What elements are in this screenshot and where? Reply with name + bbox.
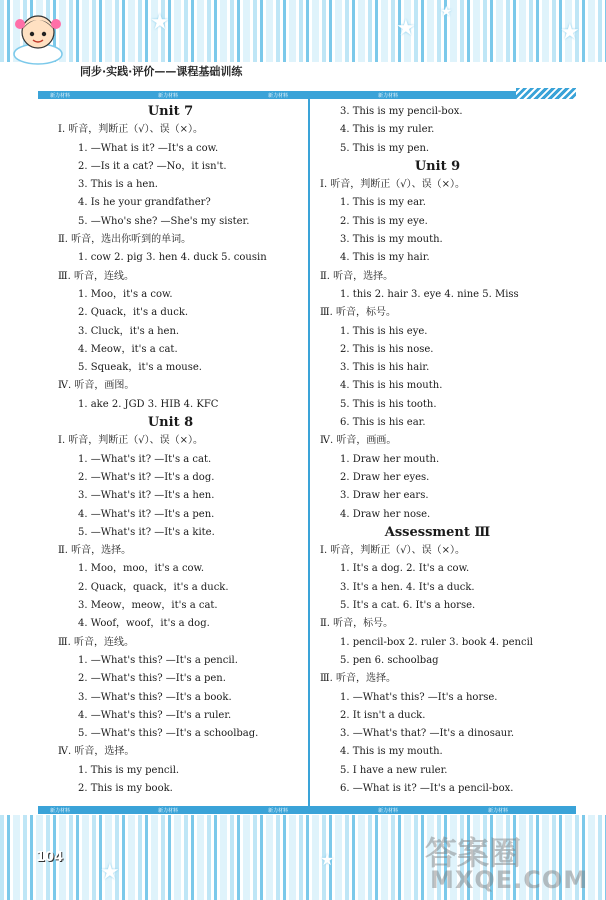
answer-line: 4. This is his mouth. [340,380,443,392]
answer-line: 4. This is my ruler. [340,124,435,136]
answer-line: 5. This is my pen. [340,142,430,154]
section-instruction: Ⅳ. 听音，选择。 [58,746,135,758]
answer-line: 1. This is my pencil. [78,764,180,776]
unit-heading: Assessment Ⅲ [384,524,491,540]
answer-line: 5. It's a cat. 6. It's a horse. [340,600,476,612]
section-instruction: Ⅱ. 听音，标号。 [320,618,394,630]
answer-line: 3. This is a hen. [78,179,158,191]
answer-line: 2. —Is it a cat? —No，it isn't. [78,160,227,172]
answer-line: 4. Meow，it's a cat. [78,343,178,355]
answer-line: 1. Moo，it's a cow. [78,288,173,300]
answer-line: 4. This is my mouth. [340,746,443,758]
answer-line: 1. —What's it? —It's a cat. [78,453,212,465]
unit-heading: Unit 9 [414,158,461,174]
section-instruction: Ⅰ. 听音，判断正（√）、误（×）。 [58,435,204,447]
page-header-title: 同步·实践·评价——课程基础训练 [80,65,243,78]
answer-line: 1. pencil-box 2. ruler 3. book 4. pencil [340,636,533,648]
answer-line: 2. This is my book. [78,782,173,794]
section-instruction: Ⅲ. 听音，连线。 [58,270,135,282]
strip-label: 新力材料 [378,93,399,99]
answer-line: 5. I have a new ruler. [340,764,448,776]
star-icon: ★ [150,10,170,35]
strip-label: 新力材料 [268,808,289,814]
section-instruction: Ⅲ. 听音，标号。 [320,307,397,319]
top-separator-bar [38,91,576,99]
strip-label: 新力材料 [50,808,71,814]
strip-label: 新力材料 [268,93,289,99]
top-decorative-banner [0,0,606,62]
answer-line: 1. It's a dog. 2. It's a cow. [340,563,470,575]
answer-line: 5. pen 6. schoolbag [340,654,439,666]
answer-line: 4. Is he your grandfather? [78,197,211,209]
answer-line: 2. It isn't a duck. [340,709,426,721]
answer-line: 3. —What's that? —It's a dinosaur. [340,728,515,740]
answer-line: 5. Squeak，it's a mouse. [78,362,202,374]
strip-label: 新力材料 [158,93,179,99]
answer-line: 3. —What's it? —It's a hen. [78,490,215,502]
section-instruction: Ⅲ. 听音，选择。 [320,673,397,685]
answer-line: 1. cow 2. pig 3. hen 4. duck 5. cousin [78,252,267,264]
section-instruction: Ⅰ. 听音，判断正（√）、误（×）。 [320,179,466,191]
bottom-separator-bar [38,806,576,814]
answer-line: 4. —What's this? —It's a ruler. [78,709,232,721]
answer-line: 2. —What's this? —It's a pen. [78,673,226,685]
answer-line: 2. This is my eye. [340,215,428,227]
star-icon: ★ [560,20,580,45]
answer-line: 3. —What's this? —It's a book. [78,691,232,703]
answer-line: 5. This is his tooth. [340,398,437,410]
answer-line: 1. This is my ear. [340,197,426,209]
answer-line: 3. It's a hen. 4. It's a duck. [340,581,475,593]
answer-line: 2. Quack，quack，it's a duck. [78,581,229,593]
strip-label: 新力材料 [50,93,71,99]
answer-line: 1. Moo，moo，it's a cow. [78,563,205,575]
answer-line: 1. —What's this? —It's a pencil. [78,654,238,666]
section-instruction: Ⅱ. 听音，选出你听到的单词。 [58,234,192,246]
watermark-logo: 答案圈 [425,834,522,872]
section-instruction: Ⅳ. 听音，画画。 [320,435,397,447]
strip-label: 新力材料 [378,808,399,814]
section-instruction: Ⅱ. 听音，选择。 [320,270,394,282]
section-instruction: Ⅰ. 听音，判断正（√）、误（×）。 [58,124,204,136]
right-column [320,103,575,798]
section-instruction: Ⅲ. 听音，连线。 [58,636,135,648]
watermark-url: MXQE.COM [430,866,589,894]
answer-line: 1. Draw her mouth. [340,453,440,465]
answer-line: 4. —What's it? —It's a pen. [78,508,215,520]
answer-line: 2. —What's it? —It's a dog. [78,471,215,483]
answer-line: 4. Draw her nose. [340,508,431,520]
answer-line: 2. This is his nose. [340,343,434,355]
answer-line: 3. Draw her ears. [340,490,429,502]
answer-line: 6. —What is it? —It's a pencil-box. [340,782,514,794]
answer-line: 5. —What's it? —It's a kite. [78,526,215,538]
cartoon-mascot-icon [8,8,74,68]
answer-line: 4. Woof，woof，it's a dog. [78,618,210,630]
answer-line: 3. Meow，meow，it's a cat. [78,600,218,612]
section-instruction: Ⅱ. 听音，选择。 [58,545,132,557]
unit-heading: Unit 8 [147,415,194,431]
page-number: 104 [36,850,64,865]
answer-line: 4. This is my hair. [340,252,430,264]
strip-label: 新力材料 [488,808,509,814]
answer-line: 1. This is his eye. [340,325,428,337]
answer-line: 1. ake 2. JGD 3. HIB 4. KFC [78,398,219,410]
strip-label: 新力材料 [158,808,179,814]
answer-line: 2. Draw her eyes. [340,471,430,483]
left-column [58,103,303,798]
answer-line: 3. Cluck，it's a hen. [78,325,180,337]
answer-line: 1. this 2. hair 3. eye 4. nine 5. Miss [340,288,519,300]
column-divider [308,99,310,806]
answer-line: 1. —What's this? —It's a horse. [340,691,498,703]
answer-line: 5. —What's this? —It's a schoolbag. [78,728,259,740]
star-icon: ★ [440,4,453,20]
answer-line: 6. This is his ear. [340,417,426,429]
section-instruction: Ⅰ. 听音，判断正（√）、误（×）。 [320,545,466,557]
answer-line: 3. This is my mouth. [340,234,443,246]
star-icon: ★ [396,16,416,41]
answer-line: 1. —What is it? —It's a cow. [78,142,219,154]
answer-line: 3. This is my pencil-box. [340,106,463,117]
star-icon: ★ [320,850,335,869]
answer-line: 5. —Who's she? —She's my sister. [78,215,250,227]
section-instruction: Ⅳ. 听音，画图。 [58,380,135,392]
answer-line: 2. Quack，it's a duck. [78,307,189,319]
answer-line: 3. This is his hair. [340,362,430,374]
unit-heading: Unit 7 [147,104,194,119]
star-icon: ★ [100,860,120,885]
